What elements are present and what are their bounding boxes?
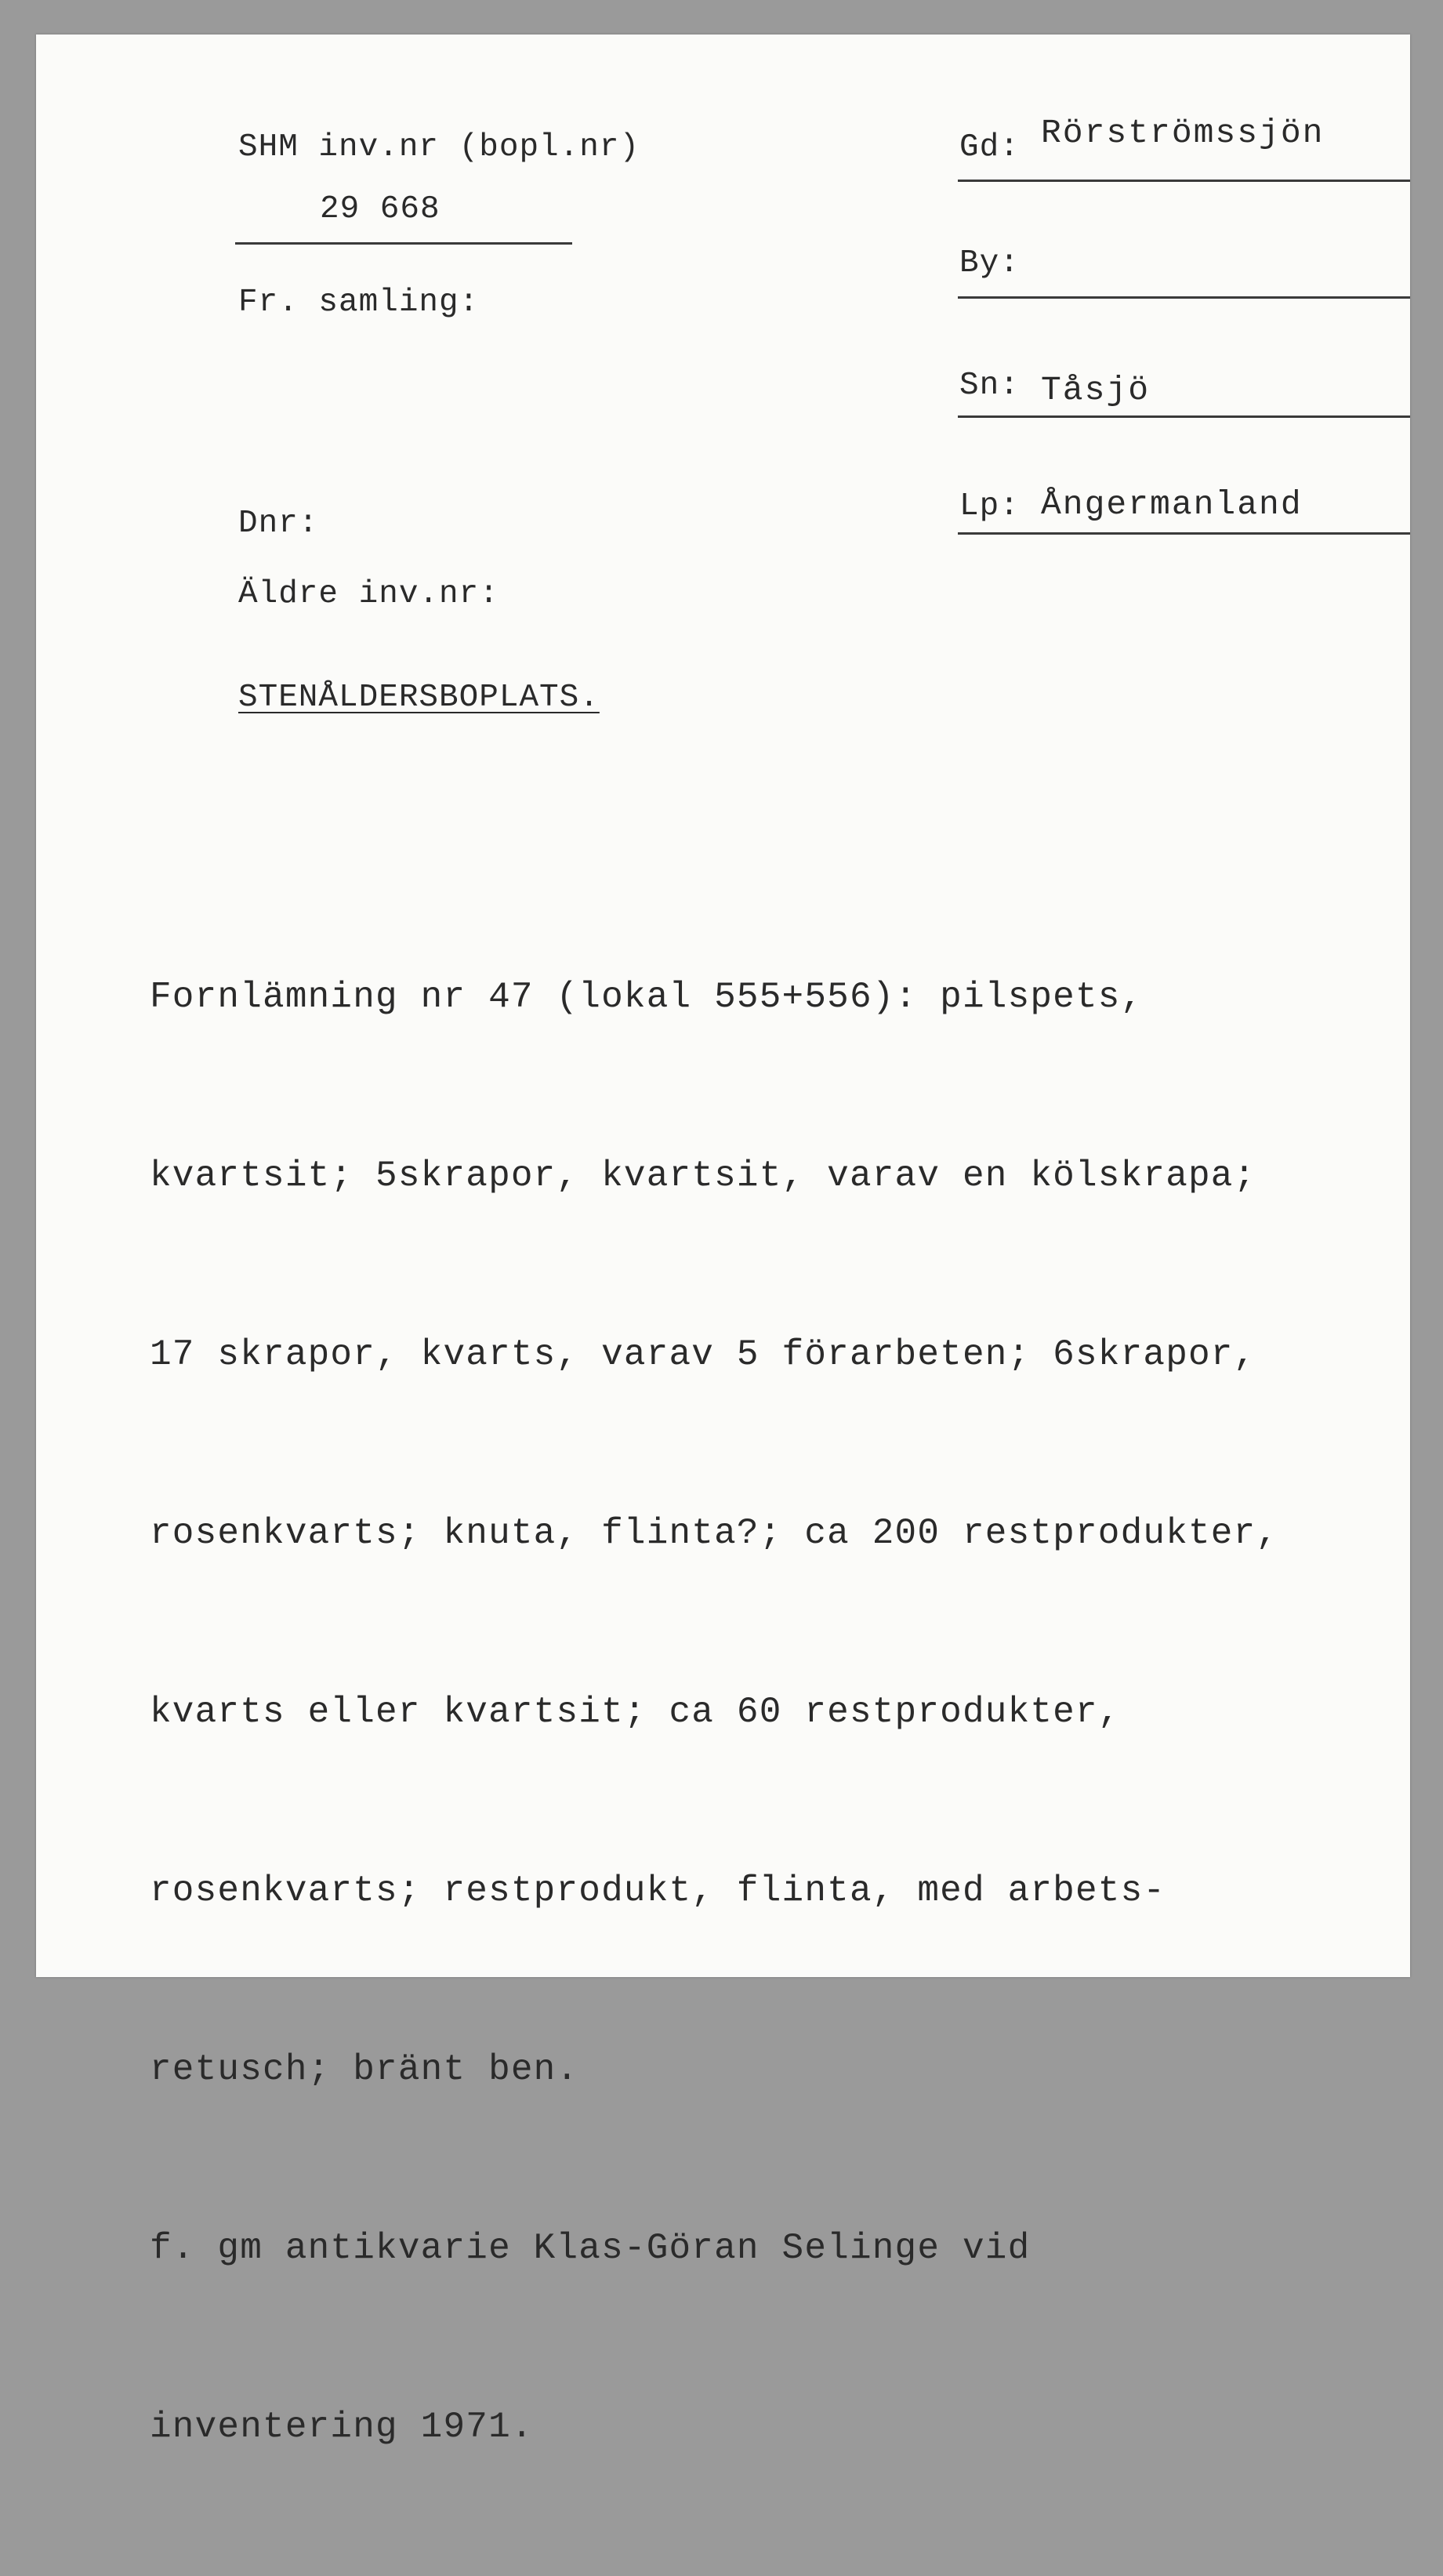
description-line: 17 skrapor, kvarts, varav 5 förarbeten; 6skrapor, bbox=[150, 1334, 1256, 1375]
by-rule bbox=[958, 296, 1410, 299]
description-line: inventering 1971. bbox=[150, 2407, 534, 2447]
description-line: rosenkvarts; knuta, flinta?; ca 200 restprodukter, bbox=[150, 1513, 1279, 1554]
inv-number-rule bbox=[235, 242, 572, 245]
description-line: kvartsit; 5skrapor, kvartsit, varav en kölskrapa; bbox=[150, 1156, 1256, 1196]
description-line: kvarts eller kvartsit; ca 60 restprodukter, bbox=[150, 1692, 1121, 1732]
gd-value: Rörströmssjön bbox=[1041, 114, 1325, 152]
inv-number: 29 668 bbox=[320, 191, 441, 227]
description-line: rosenkvarts; restprodukt, flinta, med arbets- bbox=[150, 1870, 1166, 1911]
aldre-inv-label: Äldre inv.nr: bbox=[238, 576, 499, 612]
by-label: By: bbox=[959, 245, 1020, 281]
sn-label: Sn: bbox=[959, 368, 1020, 404]
description-body bbox=[150, 848, 1278, 2576]
fr-samling-label: Fr. samling: bbox=[238, 285, 480, 321]
description-line: Fornlämning nr 47 (lokal 555+556): pilspets, bbox=[150, 977, 1144, 1018]
sn-value: Tåsjö bbox=[1041, 371, 1151, 409]
catalog-card bbox=[36, 34, 1410, 2447]
lp-value: Ångermanland bbox=[1041, 485, 1303, 524]
inv-label: SHM inv.nr (bopl.nr) bbox=[238, 129, 640, 165]
lp-label: Lp: bbox=[959, 488, 1020, 524]
lp-rule bbox=[958, 532, 1410, 535]
description-line: retusch; bränt ben. bbox=[150, 2049, 579, 2090]
gd-rule bbox=[958, 180, 1410, 182]
description-line: f. gm antikvarie Klas-Göran Selinge vid bbox=[150, 2228, 1031, 2269]
dnr-label: Dnr: bbox=[238, 506, 319, 542]
gd-label: Gd: bbox=[959, 129, 1020, 165]
category-heading: STENÅLDERSBOPLATS. bbox=[238, 680, 600, 716]
sn-rule bbox=[958, 415, 1410, 418]
